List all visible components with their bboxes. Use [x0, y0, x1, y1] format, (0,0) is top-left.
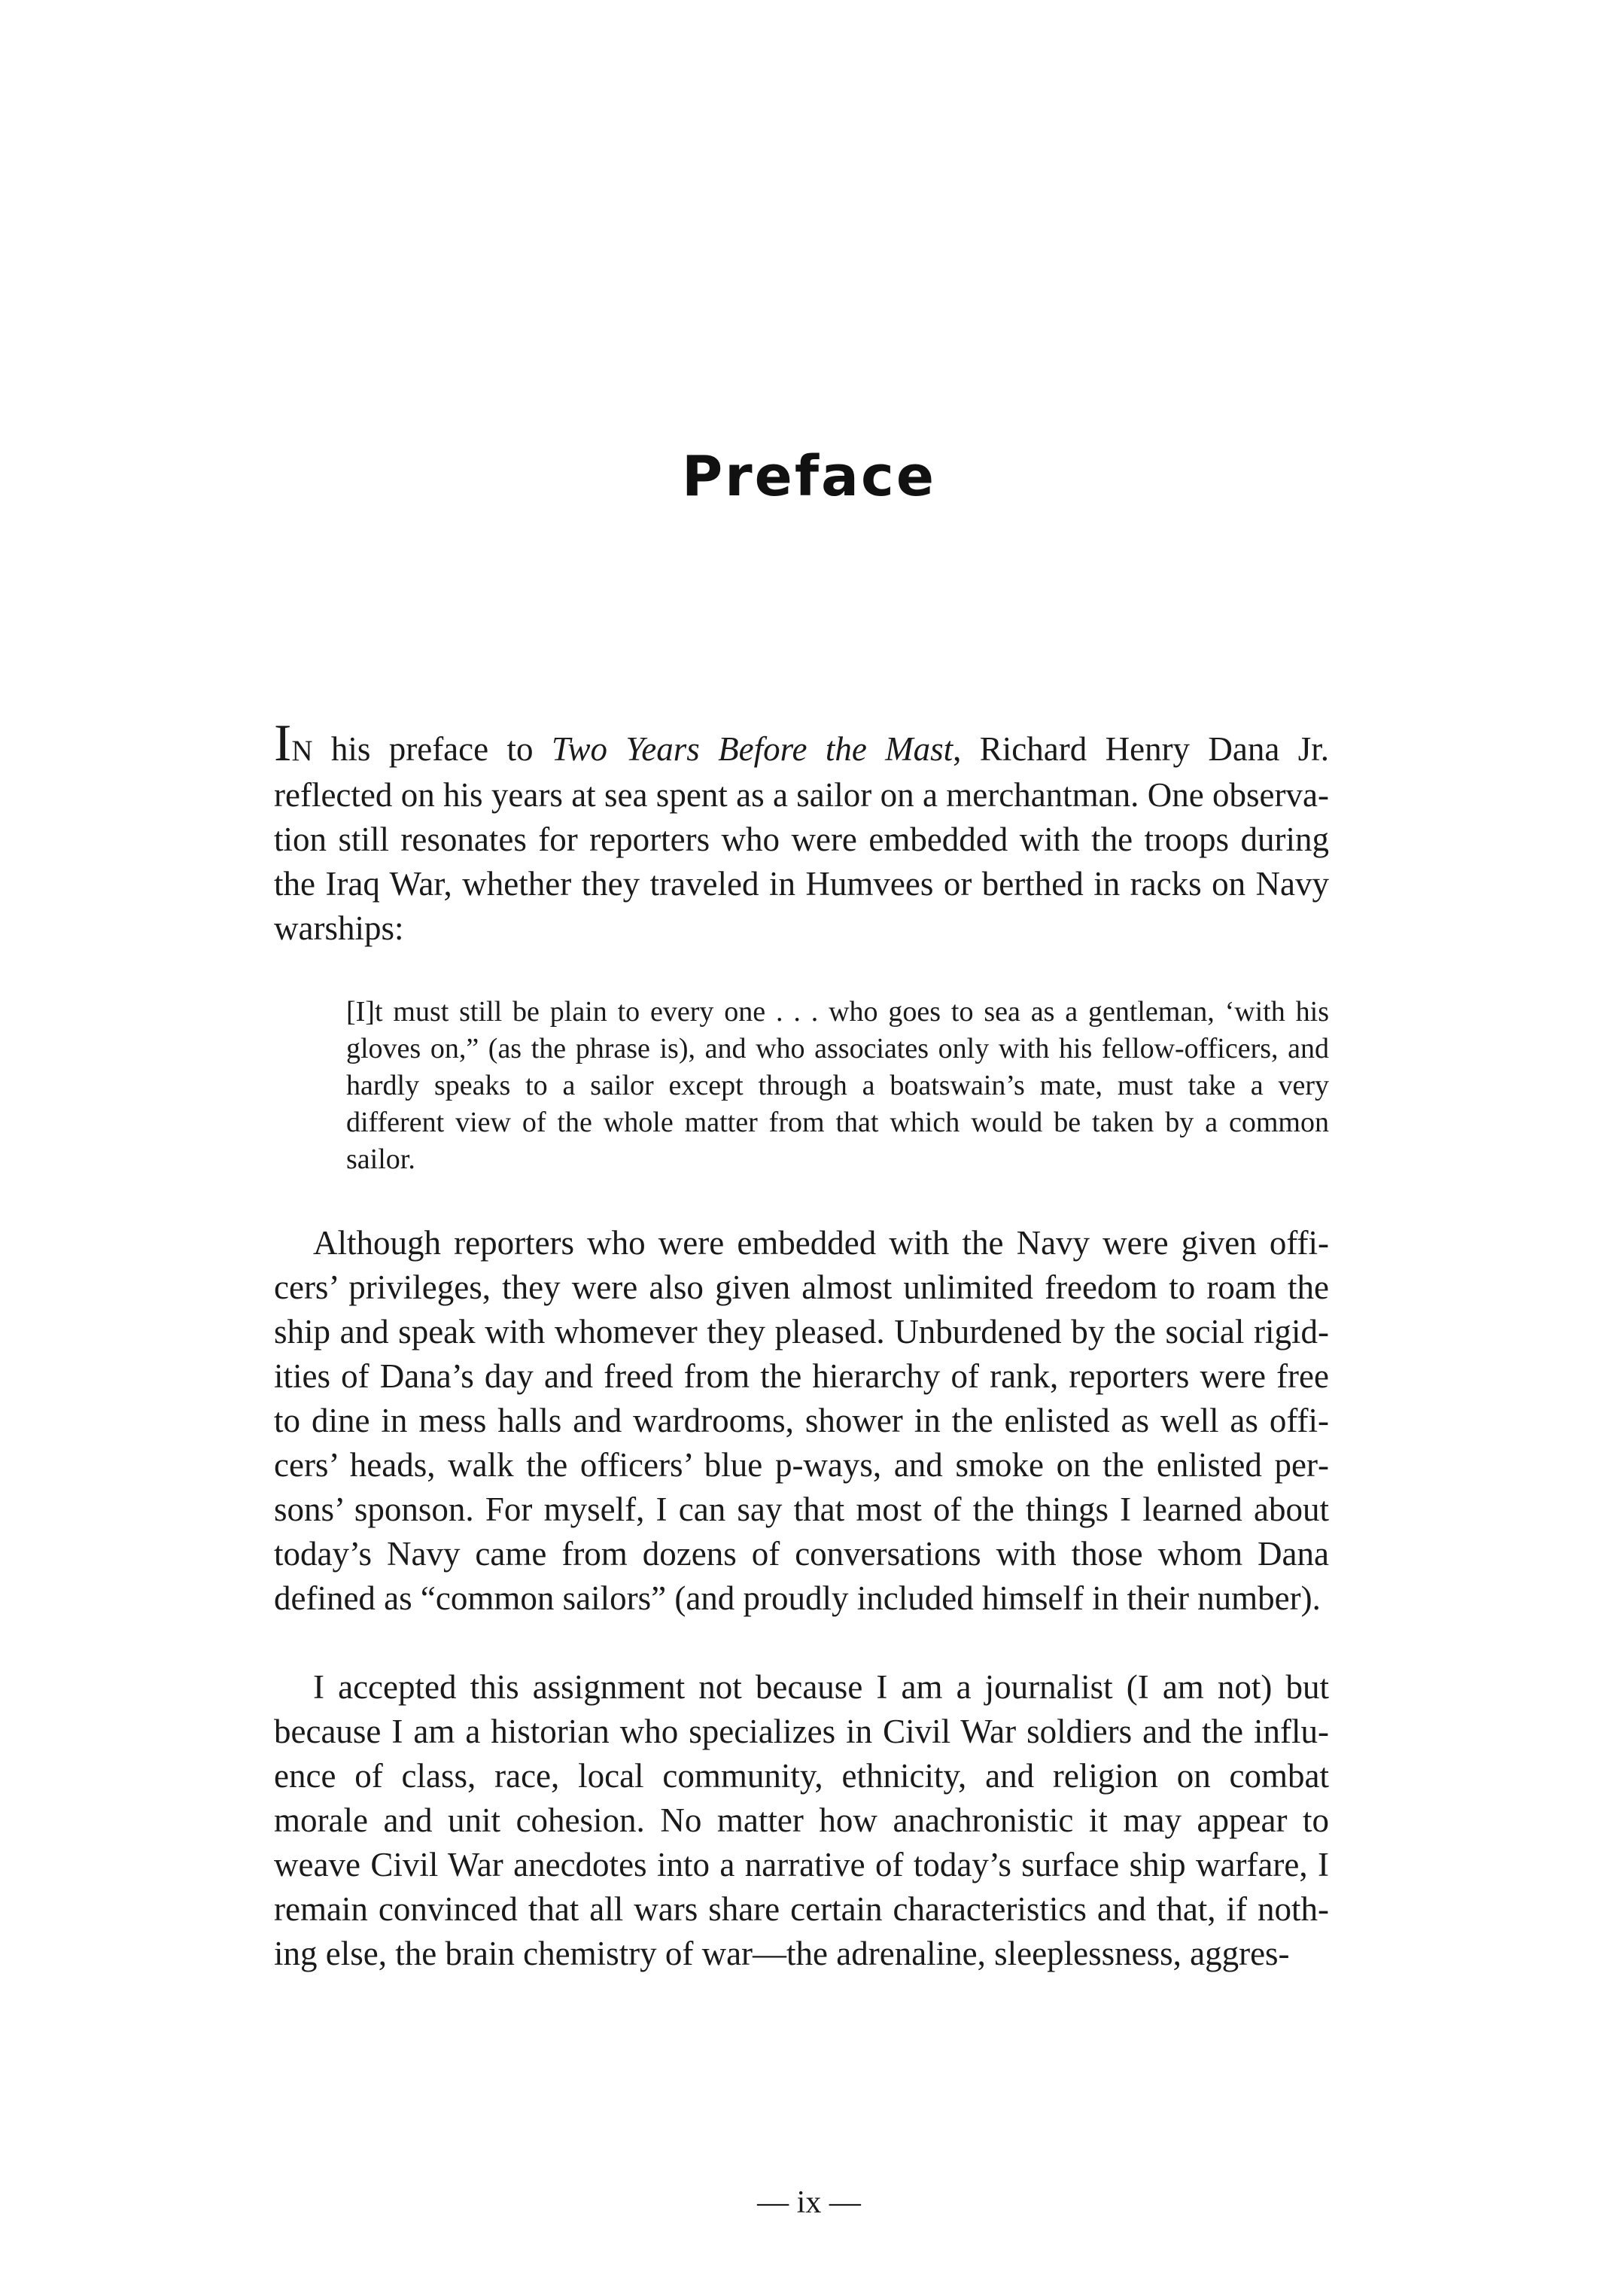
drop-cap: I	[274, 714, 292, 772]
chapter-title: Preface	[681, 444, 937, 509]
body-paragraph-2: Although reporters who were embedded with the Navy were given officers’ privileges, they were also given almost unlimited freedom to roam the ship and speak with whomever they pleased. Unburdened by the social rigidities of Dana’s day and freed from the hierarchy of rank, reporters were free to dine in mess halls and wardrooms, shower in the enlisted as well as officers’ heads, walk the officers’ blue p-ways, and smoke on the enlisted persons’ sponson. For myself, I can say that most of the things I learned about today’s Navy came from dozens of conversations with those whom Dana defined as “common sailors” (and proudly included himself in their number).	[274, 1224, 1329, 1617]
small-cap-letter: N	[291, 735, 313, 767]
block-quote: [I]t must still be plain to every one . . . who goes to sea as a gentleman, ‘with his gloves on,” (as the phrase is), and who associates only with his fellow-officers, and hardly speaks to a sailor except through a boatswain’s mate, must take a very different view of the whole matter from that which would be taken by a common sailor.	[346, 996, 1329, 1175]
opening-paragraph	[274, 714, 1329, 951]
paragraph-lead-text: his preface to	[312, 730, 552, 768]
paragraph-rest-text: , Richard Henry Dana Jr. reflected on his years at sea spent as a sailor on a merchantman. One observation still resonates for reporters who were embedded with the troops during the Iraq War, whether they traveled in Humvees or berthed in racks on Navy warships:	[274, 730, 1329, 947]
book-title-italic: Two Years Before the Mast	[551, 730, 953, 768]
body-paragraph-3: I accepted this assignment not because I am a journalist (I am not) but because I am a historian who specializes in Civil War soldiers and the influence of class, race, local community, ethnicity, and religion on combat morale and unit cohesion. No matter how anachronistic it may appear to weave Civil War anecdotes into a narrative of today’s surface ship warfare, I remain convinced that all wars share certain characteristics and that, if nothing else, the brain chemistry of war—the adrenaline, sleeplessness, aggres-	[274, 1668, 1329, 1972]
page-number: — ix —	[757, 2185, 861, 2220]
